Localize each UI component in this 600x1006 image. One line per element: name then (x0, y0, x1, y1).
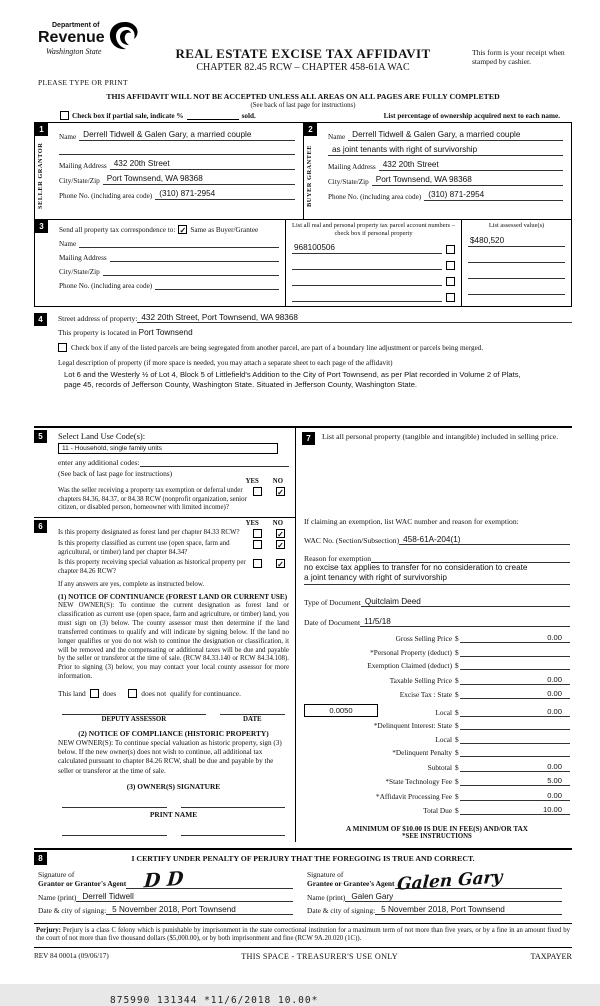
delinquent-penalty-field[interactable] (460, 748, 570, 757)
parcel-number-field[interactable] (292, 292, 442, 302)
minimum-due-note: A MINIMUM OF $10.00 IS DUE IN FEE(S) AND/OR TAX (346, 825, 528, 834)
excise-tax-state-label: Excise Tax : State (399, 690, 452, 700)
excise-tax-section (296, 428, 572, 842)
exemption-claimed-label: Exemption Claimed (deduct) (367, 661, 452, 671)
section-4-number: 4 (34, 313, 47, 326)
located-in-field[interactable]: Port Townsend (138, 328, 193, 338)
personal-property-deduct-label: *Personal Property (deduct) (370, 647, 452, 657)
historic-yes-checkbox[interactable] (253, 559, 262, 568)
dollar-sign: $ (455, 721, 459, 731)
certify-text: I CERTIFY UNDER PENALTY OF PERJURY THAT THE FOREGOING IS TRUE AND CORRECT. (131, 854, 475, 864)
left-column (34, 428, 296, 842)
personal-property-checkbox[interactable] (446, 245, 455, 254)
classification-section (34, 518, 295, 840)
logo-revenue-text: Revenue (38, 29, 105, 46)
parties-box (34, 122, 572, 307)
buyer-section (303, 123, 571, 219)
legal-description-field[interactable]: Lot 6 and the Westerly ½ of Lot 4, Block 5 of Littlefield's Addition to the City of Port Townsend, as per Plat recorded in Volume 2 of Plats, page 45, records of Jefferson County, Washington State. Situated in Jefferson County, Washington State. (64, 370, 521, 390)
dollar-sign: $ (455, 661, 459, 671)
middle-columns (34, 426, 572, 842)
form-subtitle: CHAPTER 82.45 RCW – CHAPTER 458-61A WAC (196, 62, 410, 73)
doc-type-label: Type of Document (304, 598, 361, 608)
section-6-number: 6 (34, 520, 47, 533)
parcel-numbers-column (285, 220, 461, 306)
owners-signature-label: (3) OWNER(S) SIGNATURE (126, 781, 221, 791)
rev-form-code: REV 84 0001a (09/06/17) (34, 952, 109, 961)
personal-property-label: List all personal property (tangible and intangible) included in selling price. (322, 432, 559, 442)
additional-codes-field[interactable] (140, 458, 289, 467)
perjury-note (34, 923, 572, 949)
partial-sale-percent-field[interactable] (187, 119, 239, 120)
same-as-buyer-checkbox[interactable]: ✓ (179, 226, 187, 235)
segregated-label: Check box if any of the listed parcels are being segregated from another parcel, are part of a boundary line adjustment or parcels being merged. (71, 343, 484, 352)
dollar-sign: $ (455, 675, 459, 685)
assessed-values-header: List assessed value(s) (488, 222, 545, 229)
seller-side-label: SELLER GRANTOR (37, 142, 44, 210)
seller-mailing-label: Mailing Address (59, 162, 107, 170)
parcel-number-field[interactable]: 968100506 (292, 243, 442, 254)
delinquent-interest-state-field[interactable] (460, 721, 570, 730)
excise-tax-local-field[interactable]: 0.00 (460, 707, 570, 717)
doc-date-label: Date of Document (304, 618, 361, 628)
grantee-signature-line[interactable] (395, 866, 562, 895)
if-yes-note: If any answers are yes, complete as instructed below. (58, 581, 205, 589)
dollar-sign: $ (455, 647, 459, 657)
corr-city-label: City/State/Zip (59, 268, 100, 276)
money-table (304, 633, 570, 815)
grantor-date-label: Date & city of signing: (38, 905, 107, 915)
tax-correspondence-section (35, 219, 571, 306)
grantor-date-field[interactable]: 5 November 2018, Port Townsend (106, 905, 293, 915)
partial-sale-checkbox[interactable] (60, 111, 69, 120)
partial-sale-row (60, 111, 572, 120)
perjury-text: Perjury is a class C felony which is punishable by imprisonment in the state correctional institution for a maximum term of not more than five years, or by a fine in an amount fixed by the court of not more than five thousand dollars ($5,000.00), or by both imprisonment and fine (RCW 9A.20.020 (1C)). (36, 926, 570, 943)
personal-property-checkbox[interactable] (446, 293, 455, 302)
dollar-sign: $ (455, 748, 459, 758)
qualify-label: qualify for continuance. (170, 688, 241, 698)
doc-date-field[interactable]: 11/5/18 (360, 617, 570, 627)
grantee-name-print-label: Name (print) (307, 892, 346, 902)
dollar-sign: $ (455, 707, 459, 717)
dollar-sign: $ (455, 762, 459, 772)
corr-city-field[interactable] (103, 266, 279, 276)
assessed-value-field[interactable] (468, 285, 565, 295)
segregated-checkbox[interactable] (58, 343, 67, 352)
seller-phone-field[interactable]: (310) 871-2954 (155, 189, 295, 200)
dollar-sign: $ (455, 690, 459, 700)
seller-name-label: Name (59, 133, 77, 141)
buyer-name-field-line2[interactable]: as joint tenants with right of survivorship (328, 145, 563, 156)
grantor-sig-label-1: Signature of (38, 870, 75, 880)
affidavit-processing-fee-label: *Affidavit Processing Fee (375, 791, 452, 801)
assessor-date-line[interactable]: DATE (220, 714, 285, 723)
located-in-label: This property is located in (58, 328, 137, 338)
assessed-value-field[interactable] (468, 253, 565, 263)
exemption-no-checkbox[interactable]: ✓ (277, 488, 284, 498)
taxpayer-label: TAXPAYER (530, 952, 572, 962)
total-due-label: Total Due (423, 806, 452, 816)
delinquent-interest-state-label: *Delinquent Interest: State (373, 721, 452, 731)
grantor-name-print-label: Name (print) (38, 892, 77, 902)
does-label: does (102, 688, 117, 698)
buyer-city-field[interactable]: Port Townsend, WA 98368 (372, 175, 563, 186)
buyer-name-label: Name (328, 133, 346, 141)
section5-see-back: (See back of last page for instructions) (58, 469, 173, 479)
assessed-value-field[interactable] (468, 269, 565, 279)
corr-mailing-field[interactable] (110, 252, 279, 262)
does-not-label: does not (141, 688, 167, 698)
reason-value-line1[interactable]: no excise tax applies to transfer for no consideration to create (304, 562, 528, 572)
deputy-assessor-signature-line[interactable]: DEPUTY ASSESSOR (62, 714, 206, 723)
treasurer-use-label: THIS SPACE - TREASURER'S USE ONLY (241, 952, 399, 962)
grantee-date-label: Date & city of signing: (307, 905, 376, 915)
grantee-name-print-field[interactable]: Galen Gary (345, 892, 562, 902)
send-correspondence-label: Send all property tax correspondence to: (59, 225, 176, 234)
section-7-number: 7 (302, 432, 315, 445)
cashier-stamp: 875990 131344 *11/6/2018 10.00* (110, 995, 319, 1006)
exemption-question: Was the seller receiving a property tax exemption or deferral under chapters 84.36, 84.37, or 84.38 RCW (nonprofit organization, senior citizen, or disabled person, homeowner with limited income)? (58, 487, 247, 512)
current-use-no-checkbox[interactable]: ✓ (277, 540, 284, 550)
revenue-swirl-icon (107, 20, 141, 52)
receipt-note: This form is your receipt when stamped by cashier. (472, 48, 565, 67)
grantee-signature-block (303, 865, 572, 919)
land-use-section (34, 428, 295, 518)
reason-value-line2[interactable]: a joint tenancy with right of survivorship (304, 573, 570, 585)
local-rate-box[interactable]: 0.0050 (304, 704, 378, 717)
forest-yes-checkbox[interactable] (253, 529, 262, 538)
buyer-mailing-field[interactable]: 432 20th Street (379, 160, 563, 171)
corr-phone-field[interactable] (155, 280, 279, 290)
excise-tax-local-label: Local (435, 707, 452, 717)
exemption-claimed-field[interactable] (460, 661, 570, 670)
form-title: REAL ESTATE EXCISE TAX AFFIDAVIT (175, 46, 431, 61)
grantor-signature: D D (143, 867, 185, 893)
assessed-values-column (461, 220, 571, 306)
dollar-sign: $ (455, 777, 459, 787)
accept-notice: THIS AFFIDAVIT WILL NOT BE ACCEPTED UNLESS ALL AREAS ON ALL PAGES ARE FULLY COMPLETED (106, 92, 500, 101)
forest-land-question: Is this property designated as forest land per chapter 84.33 RCW? (58, 528, 240, 536)
parcel-number-field[interactable] (292, 276, 442, 286)
buyer-city-label: City/State/Zip (328, 178, 369, 186)
corr-name-field[interactable] (79, 238, 279, 248)
forest-no-checkbox[interactable]: ✓ (277, 529, 284, 539)
property-section (34, 307, 572, 392)
historic-no-checkbox[interactable]: ✓ (277, 560, 284, 570)
taxable-selling-price-label: Taxable Selling Price (389, 675, 452, 685)
parcel-number-field[interactable] (292, 260, 442, 270)
grantee-sig-label-1: Signature of (307, 870, 344, 880)
grantee-sig-label-2: Grantee or Grantee's Agent (307, 879, 395, 889)
section-1-number: 1 (35, 123, 48, 136)
section-5-number: 5 (34, 430, 47, 443)
ownership-note: List percentage of ownership acquired next to each name. (383, 112, 560, 120)
state-technology-fee-field[interactable]: 5.00 (460, 776, 570, 786)
no-header: NO (272, 478, 283, 486)
street-address-label: Street address of property: (58, 314, 138, 324)
same-as-buyer-label: Same as Buyer/Grantee (190, 225, 259, 234)
assessed-value-field[interactable]: $480,520 (468, 236, 565, 247)
state-technology-fee-label: *State Technology Fee (385, 777, 452, 787)
print-name-label: PRINT NAME (149, 809, 198, 819)
personal-property-checkbox[interactable] (446, 261, 455, 270)
doc-type-field[interactable]: Quitclaim Deed (361, 597, 570, 607)
buyer-side-label: BUYER GRANTEE (306, 144, 313, 208)
seller-section (35, 123, 303, 219)
total-due-field[interactable]: 10.00 (460, 805, 570, 815)
parcel-numbers-header: List all real and personal property tax parcel account numbers – check box if personal property (292, 222, 455, 237)
owner-signature-line[interactable] (62, 807, 167, 808)
personal-property-checkbox[interactable] (446, 277, 455, 286)
buyer-mailing-label: Mailing Address (328, 163, 376, 171)
seller-mailing-field[interactable]: 432 20th Street (110, 159, 295, 170)
section-3-number: 3 (35, 220, 48, 233)
yes-header: YES (245, 519, 259, 527)
seller-name-field-line2[interactable] (59, 145, 295, 155)
additional-codes-label: enter any additional codes: (58, 458, 140, 468)
compliance-title: (2) NOTICE OF COMPLIANCE (HISTORIC PROPERTY) (78, 728, 269, 738)
buyer-phone-field[interactable]: (310) 871-2954 (424, 190, 563, 201)
wac-number-label: WAC No. (Section/Subsection) (304, 535, 400, 545)
exemption-yes-checkbox[interactable] (253, 487, 262, 496)
grantor-sig-label-2: Grantor or Grantor's Agent (38, 879, 127, 889)
grantee-date-field[interactable]: 5 November 2018, Port Townsend (375, 905, 562, 915)
owner-print-name-line[interactable] (181, 835, 286, 836)
land-use-title: Select Land Use Code(s): (58, 431, 146, 442)
owner-signature-line[interactable] (181, 807, 286, 808)
compliance-body: NEW OWNER(S): To continue special valuation as historic property, sign (3) below. If the new owner(s) does not wish to continue, all additional tax calculated pursuant to chapter 84.26 RCW, shall be due and payable by the seller or transferor at the time of sale. (58, 738, 282, 775)
gross-selling-price-field[interactable]: 0.00 (460, 633, 570, 643)
corr-mailing-label: Mailing Address (59, 254, 107, 262)
wac-number-field[interactable]: 458-61A-204(1) (399, 535, 570, 545)
grantee-signature: Galen Gary (395, 866, 503, 895)
affidavit-processing-fee-field[interactable]: 0.00 (460, 791, 570, 801)
section-8-number: 8 (34, 852, 47, 865)
seller-name-field[interactable]: Derrell Tidwell & Galen Gary, a married couple (79, 130, 295, 141)
excise-tax-state-field[interactable]: 0.00 (460, 689, 570, 699)
corr-name-label: Name (59, 240, 77, 248)
seller-city-field[interactable]: Port Townsend, WA 98368 (103, 174, 295, 185)
land-use-code-field[interactable]: 11 - Household, single family units (58, 443, 278, 454)
seller-city-label: City/State/Zip (59, 177, 100, 185)
type-or-print-note: PLEASE TYPE OR PRINT (38, 78, 128, 87)
personal-property-deduct-field[interactable] (460, 648, 570, 657)
dollar-sign: $ (455, 634, 459, 644)
this-land-label: This land (58, 688, 86, 698)
dollar-sign: $ (455, 791, 459, 801)
delinquent-interest-local-label: Local (435, 734, 452, 744)
certification-section (34, 848, 572, 919)
perjury-lead: Perjury: (36, 926, 61, 934)
legal-description-label: Legal description of property (if more space is needed, you may attach a separate sheet to each page of the affidavit) (58, 359, 393, 368)
partial-sale-label: Check box if partial sale, indicate % (72, 112, 184, 120)
grantor-signature-block (34, 865, 303, 919)
continuance-body: NEW OWNER(S): To continue the current designation as forest land or classification as current use (open space, farm and agriculture, or timber) land, you must sign on (3) below. The county assessor must then determine if the land transferred continues to qualify and will indicate by signing below. If the land no longer qualifies or you do not wish to continue the designation or classification, it will be removed and the compensating or additional taxes will be due and payable by the seller or transferor at the time of sale. (RCW 84.33.140 or RCW 84.34.108). Prior to signing (3) below, you may contact your local county assessor for more information. (58, 602, 289, 681)
historic-question: Is this property receiving special valuation as historical property per chapter 84.26 RCW? (58, 559, 246, 575)
current-use-question: Is this property classified as current use (open space, farm and agricultural, or timber) land per chapter 84.34? (58, 539, 230, 556)
logo-state-text: Washington State (46, 47, 102, 56)
subtotal-field[interactable]: 0.00 (460, 762, 570, 772)
owner-print-name-line[interactable] (62, 835, 167, 836)
delinquent-interest-local-field[interactable] (460, 735, 570, 744)
grantor-signature-line[interactable] (126, 867, 293, 893)
reason-label: Reason for exemption (304, 553, 372, 563)
corr-phone-label: Phone No. (including area code) (59, 282, 153, 290)
partial-sale-suffix: sold. (241, 112, 256, 120)
street-address-field[interactable]: 432 20th Street, Port Townsend, WA 98368 (137, 313, 572, 323)
exemption-intro: If claiming an exemption, list WAC number and reason for exemption: (304, 516, 519, 526)
taxable-selling-price-field[interactable]: 0.00 (460, 675, 570, 685)
no-header: NO (272, 519, 283, 527)
personal-property-blank-area[interactable] (304, 443, 570, 509)
section-2-number: 2 (304, 123, 317, 136)
subtotal-label: Subtotal (427, 762, 452, 772)
dollar-sign: $ (455, 806, 459, 816)
delinquent-penalty-label: *Delinquent Penalty (392, 748, 452, 758)
dollar-sign: $ (455, 734, 459, 744)
header (34, 20, 572, 92)
does-checkbox[interactable] (90, 689, 99, 698)
gross-selling-price-label: Gross Selling Price (395, 634, 452, 644)
logo-dept-text: Department of (52, 22, 100, 29)
does-not-checkbox[interactable] (128, 689, 137, 698)
yes-header: YES (245, 478, 259, 486)
current-use-yes-checkbox[interactable] (253, 540, 262, 549)
see-instructions-note: *SEE INSTRUCTIONS (402, 833, 472, 841)
see-back-note: (See back of last page for instructions) (250, 102, 356, 109)
seller-phone-label: Phone No. (including area code) (59, 192, 153, 200)
grantor-name-print-field[interactable]: Derrell Tidwell (76, 892, 293, 902)
buyer-phone-label: Phone No. (including area code) (328, 193, 422, 201)
continuance-title: (1) NOTICE OF CONTINUANCE (FOREST LAND OR CURRENT USE) (58, 593, 288, 602)
buyer-name-field[interactable]: Derrell Tidwell & Galen Gary, a married couple (348, 130, 563, 141)
